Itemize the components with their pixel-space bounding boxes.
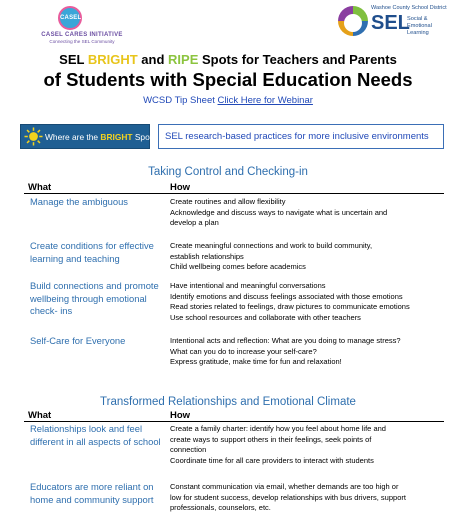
what-column-header: What	[28, 410, 52, 421]
how-cell: Have intentional and meaningful conversations Identify emotions and discuss feelings associated with those emotions Read stories related to feelings, draw pictures to communicate emotions Use school resources and collaborate with other teachers	[170, 281, 410, 322]
ripe-word: RIPE	[168, 52, 199, 67]
what-cell: Self-Care for Everyone	[30, 335, 126, 346]
page-title-line2: of Students with Special Education Needs	[43, 69, 413, 90]
casel-logo	[12, 6, 152, 46]
casel-badge: CASEL	[58, 6, 82, 30]
what-cell: Manage the ambiguous	[30, 196, 128, 207]
how-cell: Constant communication via email, whether demands are too high or low for student success, develop relationships with bus drivers, support professionals, counselors, etc.	[170, 482, 406, 512]
sun-icon	[24, 127, 43, 146]
what-cell: Educators are more reliant on home and community support	[30, 481, 154, 505]
casel-initiative-text: CASEL CARES INITIATIVE	[41, 32, 123, 38]
sel-ring-icon	[338, 6, 368, 36]
section-title-taking-control: Taking Control and Checking-in	[148, 166, 308, 178]
how-cell: Create meaningful connections and work to build community, establish relationships Child wellbeing comes before academics	[170, 241, 373, 271]
what-cell: Create conditions for effective learning and teaching	[30, 240, 154, 264]
banner-text: Where are the BRIGHT Spots?	[45, 132, 161, 142]
webinar-link[interactable]: Click Here for Webinar	[217, 95, 313, 106]
what-column-header: What	[28, 182, 52, 193]
header-rule	[24, 193, 444, 194]
header-rule	[24, 421, 444, 422]
sel-letters: SEL	[371, 12, 410, 34]
casel-tagline: Connecting the SEL Community	[49, 39, 115, 44]
district-name: Washoe County School District	[371, 5, 447, 11]
what-cell: Build connections and promote wellbeing through emotional check- ins	[30, 280, 159, 316]
sel-subtitle: Social & Emotional Learning	[407, 16, 432, 36]
wcsd-sel-logo	[338, 4, 450, 40]
bright-spots-banner	[20, 124, 161, 149]
section-title-relationships: Transformed Relationships and Emotional Climate	[100, 396, 356, 408]
bright-word: BRIGHT	[87, 52, 138, 67]
how-cell: Create a family charter: identify how you feel about home life and create ways to support others in their feelings, seek points of connection Coordinate time for all care providers to interact with students	[170, 424, 386, 465]
how-column-header: How	[170, 410, 191, 421]
how-cell: Create routines and allow flexibility Acknowledge and discuss ways to navigate what is uncertain and develop a plan	[170, 197, 388, 227]
how-column-header: How	[170, 182, 191, 193]
how-cell: Intentional acts and reflection: What are you doing to manage stress? What can you do to increase your self-care? Express gratitude, make time for fun and relaxation!	[170, 336, 401, 366]
research-info-box: SEL research-based practices for more inclusive environments	[158, 124, 444, 149]
page-title-line1: SEL BRIGHT and RIPE Spots for Teachers and Parents	[59, 52, 397, 67]
what-cell: Relationships look and feel different in all aspects of school	[30, 423, 161, 447]
tip-sheet-line: WCSD Tip Sheet Click Here for Webinar	[143, 95, 313, 106]
